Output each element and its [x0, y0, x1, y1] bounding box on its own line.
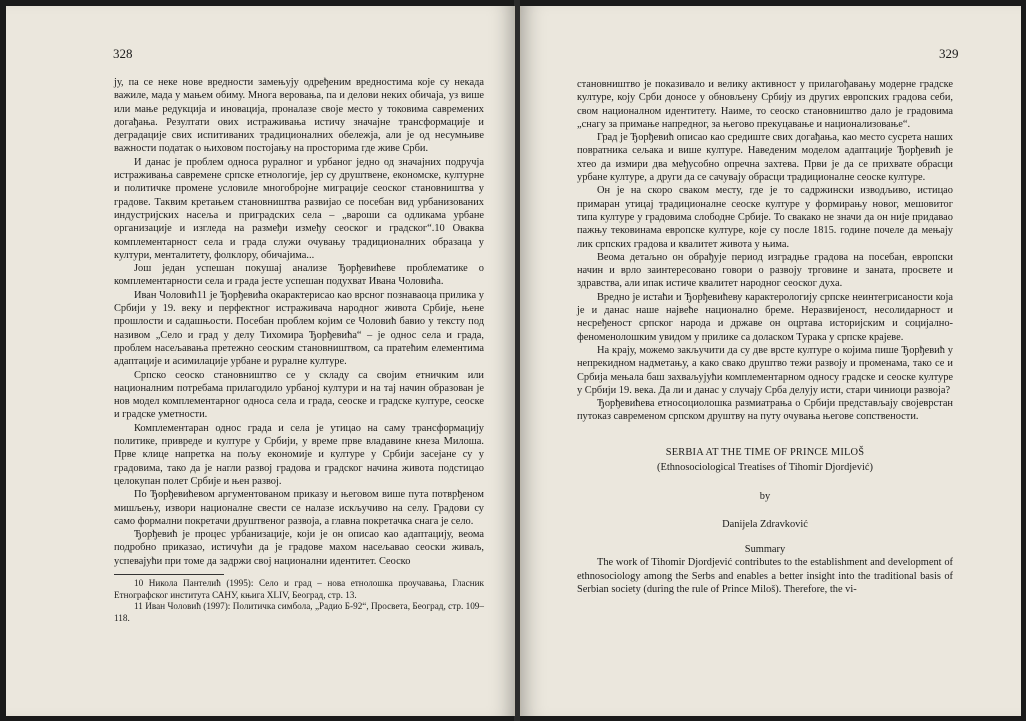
paragraph: Веома детаљно он обрађује период изградње градова на посебан, европски начин и врло заинтересовано говори о развоју трговине и заната, просвете и здравства, али ипак истиче квалитет народног сеоског духа.	[577, 251, 953, 290]
summary-by: by	[759, 491, 771, 503]
paragraph: На крају, можемо закључити да су две врсте културе о којима пише Ђорђевић у непрекидном надметању, а како свако друштво тежи развоју и променама, тако се и Србија мењала баш захваљујући комплементарном односу градске и сеоске културе у Србији 19. века. Да ли и данас у случају Срба делују исти, стари чиниоци развоја?	[577, 344, 953, 396]
paragraph: И данас је проблем односа руралног и урбаног једно од значајних подручја истраживања савремене српске етнологије, јер су друштвене, економске, културне и политичке промене условиле многобројне миграције сеоског становништва у градове. Таквим кретањем становништва развијао се посебан вид урбанизованих индустријских насеља и приградских села – „вароши са одликама урбане организације и изгледа на размеђи између сеоског и градског“.10 Оваква комплементарност села и града служи очувању традиционалних образаца у култури, менталитету, фолклору, обичајима...	[114, 156, 484, 261]
page-number-left: 328	[113, 46, 133, 61]
summary-label: Summary	[744, 543, 786, 555]
footnote: 11 Иван Чоловић (1997): Политичка симбола, „Радио Б-92“, Просвета, Београд, стр. 109–118.	[114, 601, 484, 623]
footnote: 10 Никола Пантелић (1995): Село и град – нова етнолошка проучавања, Гласник Етнографског института САНУ, књига XLIV, Београд, стр. 13.	[114, 577, 484, 600]
paragraph: Ђорђевић је процес урбанизације, који је он описао као адаптацију, веома подробно приказао, истичући да је градове махом насељавао сеоски живаљ, успевајући при томе да задржи свој национални идентитет. Сеоско	[114, 529, 484, 567]
paragraph: Иван Чоловић11 је Ђорђевића окарактерисао као врсног познаваоца прилика у Србији у 19. веку и перфектног истраживача народног живота Србије, њене прошлости и садашњости. Посебан проблем којим се Чоловић бавио у тексту под називом „Село и град у делу Тихомира Ђорђевића“ – је однос села и града, проблем насељавања претежно сеоским становништвом, са пратећим елементима адаптације и асимилације урбане и руралне културе.	[114, 289, 484, 368]
left-page	[6, 6, 515, 716]
paragraph: Српско сеоско становништво се у складу са својим етничким или националним потребама прилагодило урбаној култури и на тај начин образован је нов модел комплементарног односа села и града, сеоске и градске културе, сеоске и градске уметности.	[114, 369, 484, 421]
paragraph: Ђорђевићева етносоциолошка размиатрања о Србији представљају својеврстан путоказ савременом српском друштву на путу очувања његове сопствености.	[577, 398, 953, 423]
summary-text: The work of Tihomir Djordjević contributes to the establishment and development of ethnosociology among the Serbs and enables a better insight into the traditional basis of Serbian society (during the rule of Prince Miloš). Therefore, the vi-	[577, 557, 953, 595]
summary-author: Danijela Zdravković	[722, 518, 808, 530]
paragraph: Он је на скоро сваком месту, где је то садржински изводљиво, истицао примаран утицај традиционалне сеоске културе у формирању новог, мешовитог типа културе у градовима слободне Србије. То свакако не значи да он није придавао пажњу тековинама европске културе, које су после 1815. године почеле да мењају лик српских градова и квалитет живота у њима.	[577, 185, 953, 250]
right-page	[520, 6, 1021, 716]
paragraph: Град је Ђорђевић описао као средиште свих догађања, као место сусрета наших повратника сељака и више културе. Наведеним моделом адаптације Ђорђевић је хтео да измири два међусобно опречна захтева. Први је да се прихвате обрасци урбане културе, а други да се сачувају обрасци традиционалне сеоске културе.	[577, 132, 953, 184]
english-summary	[577, 446, 953, 556]
page-number-right: 329	[939, 46, 959, 61]
paragraph: По Ђорђевићевом аргументованом приказу и његовом више пута потврђеном мишљењу, извори националне свести се налазе искључиво на селу. Градови су само формални покретачи друштвеног развоја, а главна покретачка снага је село.	[114, 489, 484, 527]
right-text-column	[577, 78, 953, 596]
summary-title: SERBIA AT THE TIME OF PRINCE MILOŠ	[665, 446, 865, 458]
paragraph: Још један успешан покушај анализе Ђорђевићеве проблематике о комплементарности села и града јесте успешан подухват Ивана Чоловића.	[114, 263, 484, 288]
footnote-rule	[114, 574, 224, 575]
paragraph: Вредно је истаћи и Ђорђевићеву карактерологију српске неинтегрисаности која је и данас наше највеће национално бреме. Неразвијеност, несолидарност и несређеност српског народа и државе он оцртава историјским и социјално-феноменолошким увидом у прилике са доласком Турака у српске крајеве.	[577, 291, 953, 343]
paragraph: Комплементаран однос града и села је утицао на саму трансформацију политике, привреде и културе у Србији, у време прве владавине кнеза Милоша. Прве клице напретка на пољу економије и културе у Србији засејане су у градовима, тако да је нагли развој градова и градског начина живота подстицао целокупан полет Србије и њен развој.	[114, 422, 484, 487]
summary-subtitle: (Ethnosociological Treatises of Tihomir Djordjević)	[657, 462, 873, 474]
paragraph: ју, па се неке нове вредности замењују одређеним вредностима које су некада важиле, мада у мањем обиму. Многа веровања, па и делови неких обичаја, уз више или мање редукција и иновација, проналазе своје место у токовима савремених догађања. Резултати ових истраживања истичу значајне трансформације и деградације свих испитиваних традиционалних обележја, али је од несумњиве важности податак о њиховом постојању на просторима где живе Срби.	[114, 77, 484, 155]
paragraph: становништво је показивало и велику активност у прилагођавању модерне градске културе, коју Срби доносе у обновљену Србију из других европских градова себи, свом националном идентитету. Наиме, то сеоско становништво дало је градовима „снагу за примање напредног, за његово прекуцавање и национализовање“.	[577, 79, 953, 130]
left-text-column	[114, 76, 484, 624]
